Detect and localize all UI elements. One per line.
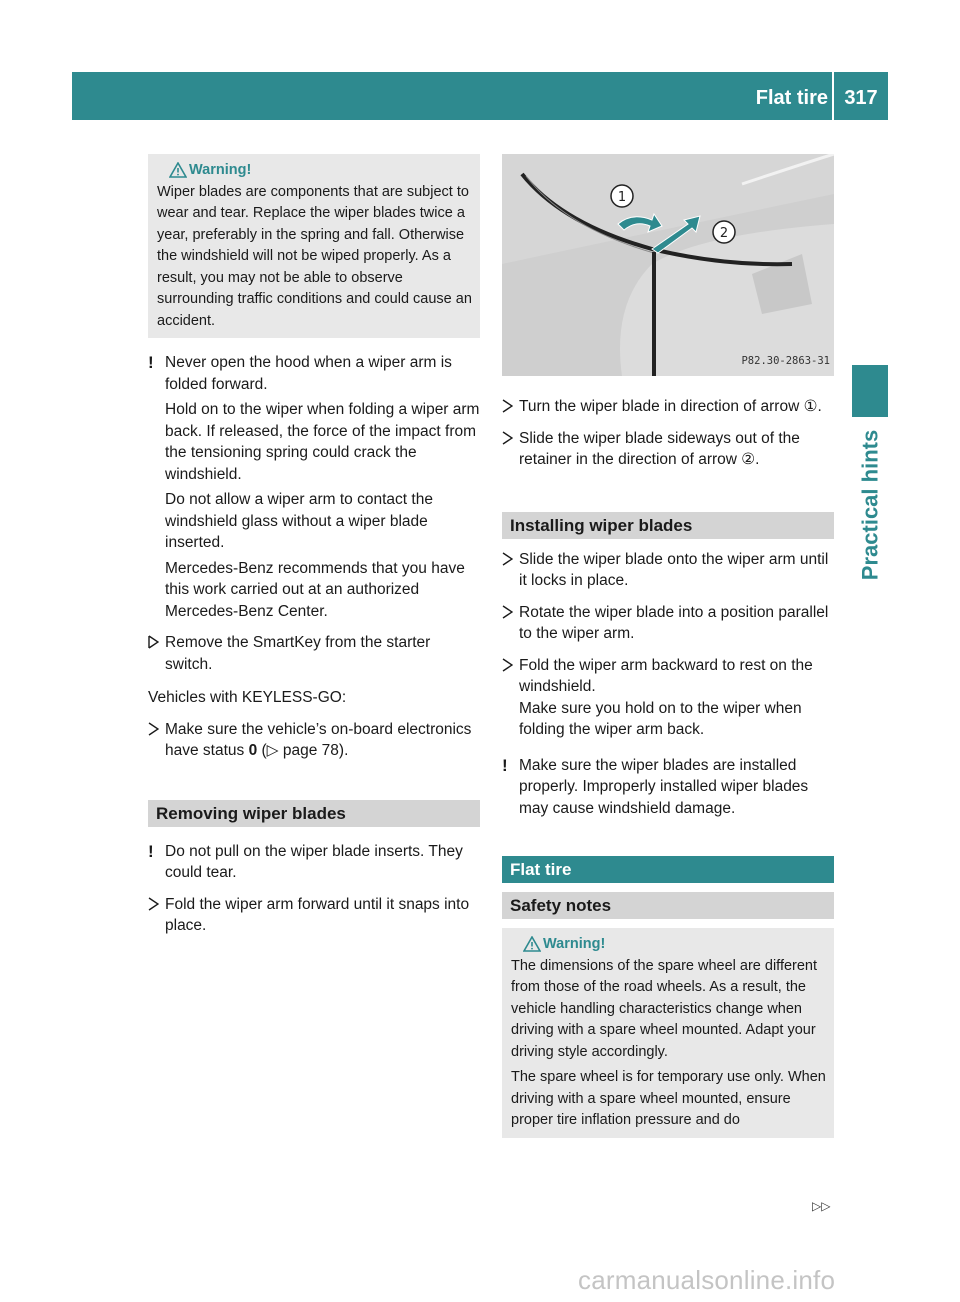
note-mark: ! — [148, 841, 154, 861]
spare-wheel-warning — [502, 928, 834, 1138]
step-fold-forward: Fold the wiper arm forward until it snaps into place. — [148, 894, 480, 937]
figure-caption: P82.30-2863-31 — [741, 354, 830, 367]
safety-heading: Safety notes — [502, 892, 834, 919]
callout-1: 1 — [617, 190, 627, 205]
side-tab — [852, 420, 888, 590]
callout-2: 2 — [719, 226, 729, 241]
step-arrow-icon — [502, 431, 513, 445]
note-line: Hold on to the wiper when folding a wiper arm back. If released, the force of the impact from the tensioning spring could crack the windshield. — [165, 401, 480, 483]
note-line: Never open the hood when a wiper arm is folded forward. — [165, 354, 452, 393]
warning-title: Warning! — [543, 936, 606, 952]
step-arrow-icon — [502, 658, 513, 672]
continue-mark: ▷▷ — [812, 1199, 831, 1213]
note-line: Do not allow a wiper arm to contact the windshield glass without a wiper blade inserted. — [165, 491, 433, 551]
warning-text: The spare wheel is for temporary use only. When driving with a spare wheel mounted, ensure proper tire inflation pressure and do — [511, 1069, 826, 1128]
flat-tire-heading: Flat tire — [502, 856, 834, 883]
step-turn-blade: Turn the wiper blade in direction of arrow ①. — [502, 396, 834, 418]
warning-text: Wiper blades are components that are subject to wear and tear. Replace the wiper blades twice a year, preferably in the spring and fall. Otherwise the windshield will not be wiped properly. As a result, you may not be able to observe surrounding traffic conditions and could cause an accident. — [157, 183, 472, 329]
warning-text: The dimensions of the spare wheel are different from those of the road wheels. As a result, the vehicle handling characteristics change when driving with a spare wheel mounted. Adapt your driving style accordingly. — [511, 957, 818, 1060]
step-remove-key: Remove the SmartKey from the starter switch. — [148, 632, 480, 675]
warning-triangle-icon — [169, 162, 187, 178]
note-mark: ! — [502, 755, 508, 775]
install-note: ! Make sure the wiper blades are installed properly. Improperly installed wiper blades may cause windshield damage. — [502, 755, 809, 817]
right-column — [502, 376, 834, 1138]
step-fold-back-sub: Make sure you hold on to the wiper when folding the wiper arm back. — [519, 699, 802, 738]
header-title: Flat tire — [755, 87, 828, 109]
step-fold-back: Fold the wiper arm backward to rest on the windshield. Make sure you hold on to the wiper when folding the wiper arm back. — [502, 655, 834, 741]
status-value: 0 — [248, 742, 258, 759]
page-number: 317 — [844, 87, 878, 109]
step-arrow-icon — [502, 605, 513, 619]
installing-heading: Installing wiper blades — [502, 512, 834, 539]
warning-title: Warning! — [189, 162, 252, 178]
removing-heading: Removing wiper blades — [148, 800, 480, 827]
removing-note: ! Do not pull on the wiper blade inserts. They could tear. — [148, 841, 463, 881]
step-slide-on: Slide the wiper blade onto the wiper arm until it locks in place. — [502, 549, 834, 592]
step-arrow-icon — [502, 399, 513, 413]
step-arrow-icon — [148, 635, 159, 649]
hood-note — [148, 352, 480, 622]
wiper-figure — [502, 154, 834, 376]
left-column — [148, 154, 480, 937]
page-header — [72, 72, 888, 120]
side-marker — [852, 365, 888, 417]
step-onboard-status: Make sure the vehicle’s on-board electronics have status 0 (▷ page 78). — [148, 719, 480, 762]
step-arrow-icon — [148, 897, 159, 911]
watermark: carmanualsonline.info — [578, 1265, 836, 1295]
note-line: Mercedes-Benz recommends that you have this work carried out at an authorized Mercedes-Benz Center. — [165, 559, 465, 620]
warning-box — [148, 154, 480, 338]
step-rotate: Rotate the wiper blade into a position parallel to the wiper arm. — [502, 602, 834, 645]
keyless-label: Vehicles with KEYLESS-GO: — [148, 689, 347, 706]
side-tab-label: Practical hints — [857, 429, 883, 581]
wiper-illustration — [502, 154, 834, 376]
step-arrow-icon — [148, 722, 159, 736]
step-slide-out: Slide the wiper blade sideways out of the retainer in the direction of arrow ②. — [502, 428, 834, 471]
warning-triangle-icon — [523, 936, 541, 952]
step-arrow-icon — [502, 552, 513, 566]
note-mark: ! — [148, 353, 154, 372]
